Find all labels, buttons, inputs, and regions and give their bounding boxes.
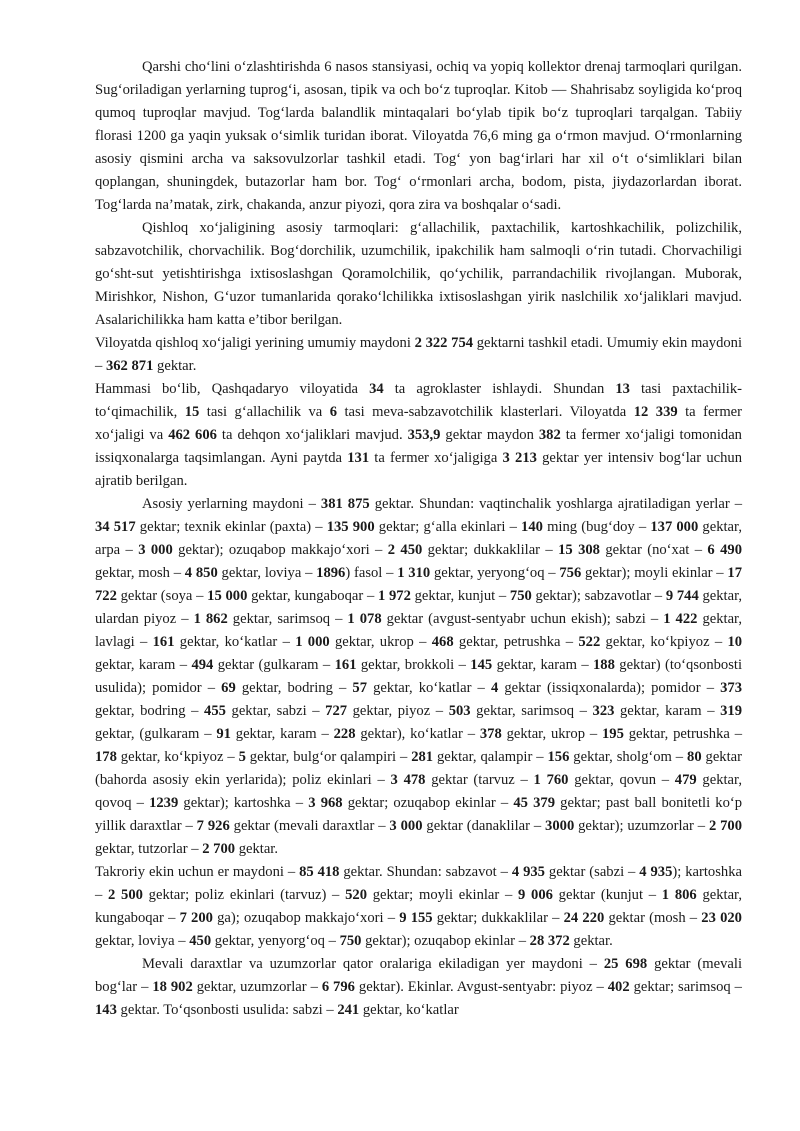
text-run: gektar, loviya – — [217, 565, 317, 581]
paragraph — [95, 493, 742, 861]
text-run: gektar; sarimsoq – — [629, 979, 742, 995]
bold-figure: 450 — [189, 933, 212, 949]
bold-figure: 241 — [337, 1002, 360, 1018]
text-run: gektar, ko‘katlar – — [174, 634, 296, 650]
bold-figure: 18 902 — [152, 979, 193, 995]
paragraph — [95, 332, 742, 378]
bold-figure: 520 — [345, 887, 367, 903]
text-run: gektar, ukrop – — [501, 726, 602, 742]
text-run: gektar, karam – — [614, 703, 721, 719]
text-run: gektar (mevali bog‘lar – — [95, 956, 742, 995]
text-run: Hammasi bo‘lib, Qashqadaryo viloyatida — [95, 381, 370, 397]
text-run: ta fermer xo‘jaligi va — [95, 404, 743, 443]
bold-figure: 1239 — [149, 795, 179, 811]
bold-figure: 15 000 — [207, 588, 248, 604]
text-run: gektar, (gulkaram – — [95, 726, 217, 742]
bold-figure: 4 935 — [511, 864, 545, 880]
text-run: ta fermer xo‘jaligi tomonidan issiqxonalarga taqsimlangan. Ayni paytda — [95, 427, 742, 466]
text-run: gektar (no‘xat – — [599, 542, 708, 558]
text-run: gektar (soya – — [116, 588, 208, 604]
bold-figure: 2 700 — [202, 841, 236, 857]
text-run: gektar, piyoz – — [347, 703, 449, 719]
bold-figure: 353,9 — [407, 427, 441, 443]
text-run: gektar, karam – — [95, 657, 192, 673]
bold-figure: 281 — [411, 749, 434, 765]
bold-figure: 2 500 — [108, 887, 143, 903]
text-run: ) fasol – — [345, 565, 398, 581]
text-run: gektar (mevali daraxtlar – — [229, 818, 390, 834]
text-run: gektar, petrushka – — [623, 726, 742, 742]
text-run: gektar, karam – — [230, 726, 334, 742]
bold-figure: 382 — [538, 427, 561, 443]
text-run: gektar); sabzavotlar – — [531, 588, 666, 604]
text-run: gektar, petrushka – — [453, 634, 579, 650]
bold-figure: 1 422 — [663, 611, 698, 627]
bold-figure: 1 310 — [397, 565, 431, 581]
bold-figure: 522 — [578, 634, 601, 650]
text-run: gektar. To‘qsonbosti usulida: sabzi – — [116, 1002, 338, 1018]
text-run: gektar; moyli ekinlar – — [366, 887, 519, 903]
text-run: gektar, sabzi – — [225, 703, 326, 719]
paragraph — [95, 861, 742, 953]
text-run: gektar (tarvuz – — [425, 772, 534, 788]
text-run: gektar, karam – — [492, 657, 593, 673]
text-run: gektar; dukkaklilar – — [432, 910, 564, 926]
bold-figure: 7 200 — [179, 910, 213, 926]
bold-figure: 10 — [727, 634, 743, 650]
bold-figure: 1896 — [316, 565, 346, 581]
bold-figure: 5 — [238, 749, 246, 765]
bold-figure: 756 — [559, 565, 582, 581]
bold-figure: 17 722 — [95, 565, 742, 604]
text-run: gektar, mosh – — [95, 565, 185, 581]
text-run: gektar (mosh – — [604, 910, 702, 926]
text-run: gektar (sabzi – — [544, 864, 640, 880]
bold-figure: 143 — [95, 1002, 117, 1018]
bold-figure: 2 450 — [387, 542, 423, 558]
bold-figure: 479 — [674, 772, 697, 788]
text-run: Qishloq xo‘jaligining asosiy tarmoqlari: g‘allachilik, paxtachilik, kartoshkachilik, polizchilik, sabzavotchilik, chorvachilik. Bog‘dorchilik, uzumchilik, ipakchilik ham salmoqli o‘rin tutadi. Chorvachiligi go‘sht-sut yetishtirishga ixtisoslashgan Qoramolchilik, qo‘ychilik, parrandachilik rivojlangan. Muborak, Mirishkor, Nishon, G‘uzor tumanlarida qorako‘lchilikka ixtisoslashgan yirik naslchilik xo‘jaliklari mavjud. Asalarichilikka ham katta e’tibor berilgan. — [95, 220, 742, 328]
paragraph — [95, 56, 742, 217]
text-run: gektar maydon — [440, 427, 539, 443]
text-run: gektar, ko‘katlar – — [367, 680, 491, 696]
text-run: gektar, ko‘kpiyoz – — [116, 749, 239, 765]
bold-figure: 156 — [547, 749, 570, 765]
paragraph — [95, 217, 742, 332]
bold-figure: 319 — [720, 703, 742, 719]
bold-figure: 91 — [216, 726, 231, 742]
bold-figure: 6 796 — [321, 979, 355, 995]
text-run: gektar), ko‘katlar – — [355, 726, 480, 742]
bold-figure: 188 — [593, 657, 615, 673]
bold-figure: 1 972 — [377, 588, 411, 604]
text-run: gektar, tutzorlar – — [95, 841, 203, 857]
text-run: gektar (issiqxonalarda); pomidor – — [498, 680, 721, 696]
bold-figure: 161 — [152, 634, 175, 650]
bold-figure: 402 — [607, 979, 630, 995]
text-run: gektar; texnik ekinlar (paxta) – — [135, 519, 327, 535]
bold-figure: 9 006 — [518, 887, 553, 903]
bold-figure: 2 700 — [708, 818, 743, 834]
text-run: gektar. — [235, 841, 279, 857]
text-run: gektar. — [153, 358, 197, 374]
bold-figure: 228 — [333, 726, 356, 742]
text-run: gektar, kungaboqar – — [247, 588, 378, 604]
text-run: gektarni tashkil etadi. Umumiy ekin maydoni – — [95, 335, 743, 374]
text-run: tasi g‘allachilik va — [199, 404, 330, 420]
text-run: gektar); ozuqabop ekinlar – — [361, 933, 530, 949]
text-run: gektar); uzumzorlar – — [574, 818, 709, 834]
text-run: gektar; past ball bonitetli ko‘p yillik daraxtlar – — [95, 795, 743, 834]
bold-figure: 3 000 — [138, 542, 173, 558]
text-run: gektar, ulardan piyoz – — [95, 588, 742, 627]
bold-figure: 6 490 — [707, 542, 742, 558]
text-run: gektar; dukkaklilar – — [422, 542, 559, 558]
bold-figure: 3000 — [545, 818, 575, 834]
bold-figure: 4 850 — [184, 565, 218, 581]
bold-figure: 6 — [329, 404, 337, 420]
text-run: ta dehqon xo‘jaliklari mavjud. — [216, 427, 408, 443]
bold-figure: 45 379 — [513, 795, 556, 811]
bold-figure: 323 — [592, 703, 615, 719]
bold-figure: 4 935 — [639, 864, 673, 880]
bold-figure: 7 926 — [196, 818, 230, 834]
bold-figure: 3 213 — [502, 450, 537, 466]
bold-figure: 12 339 — [633, 404, 678, 420]
bold-figure: 69 — [221, 680, 236, 696]
bold-figure: 3 000 — [389, 818, 423, 834]
bold-figure: 15 308 — [558, 542, 600, 558]
text-run: gektar, lavlagi – — [95, 611, 742, 650]
text-run: ga); ozuqabop makkajo‘xori – — [212, 910, 400, 926]
text-run: gektar) (to‘qsonbosti usulida); pomidor – — [95, 657, 742, 696]
bold-figure: 140 — [521, 519, 543, 535]
bold-figure: 455 — [204, 703, 226, 719]
bold-figure: 85 418 — [299, 864, 340, 880]
bold-figure: 23 020 — [701, 910, 742, 926]
text-run: gektar); kartoshka – — [178, 795, 309, 811]
text-run: gektar, uzumzorlar – — [192, 979, 322, 995]
text-run: ta fermer xo‘jaligiga — [369, 450, 503, 466]
bold-figure: 145 — [470, 657, 493, 673]
text-run: gektar, ukrop – — [329, 634, 432, 650]
text-run: ming (bug‘doy – — [542, 519, 651, 535]
bold-figure: 34 517 — [95, 519, 136, 535]
text-run: gektar, sholg‘om – — [569, 749, 688, 765]
text-run: gektar yer intensiv bog‘lar uchun ajratib berilgan. — [95, 450, 743, 489]
text-run: gektar, yeryong‘oq – — [430, 565, 560, 581]
text-run: gektar (danaklilar – — [422, 818, 546, 834]
bold-figure: 24 220 — [563, 910, 605, 926]
bold-figure: 1 760 — [533, 772, 569, 788]
text-run: gektar (gulkaram – — [213, 657, 335, 673]
text-run: gektar (avgust-sentyabr uchun ekish); sabzi – — [381, 611, 664, 627]
text-run: gektar). Ekinlar. Avgust-sentyabr: piyoz – — [354, 979, 608, 995]
bold-figure: 750 — [339, 933, 362, 949]
bold-figure: 135 900 — [326, 519, 375, 535]
text-run: gektar, brokkoli – — [356, 657, 471, 673]
bold-figure: 13 — [615, 381, 630, 397]
bold-figure: 57 — [352, 680, 368, 696]
bold-figure: 503 — [448, 703, 471, 719]
text-run: gektar, loviya – — [95, 933, 190, 949]
text-run: gektar; g‘alla ekinlari – — [374, 519, 522, 535]
bold-figure: 80 — [687, 749, 702, 765]
paragraph — [95, 378, 742, 493]
bold-figure: 468 — [431, 634, 454, 650]
bold-figure: 137 000 — [650, 519, 699, 535]
text-run: gektar, ko‘kpiyoz – — [600, 634, 728, 650]
text-run: gektar, yenyorg‘oq – — [211, 933, 340, 949]
text-run: Viloyatda qishloq xo‘jaligi yerining umumiy maydoni — [95, 335, 415, 351]
text-run: gektar (kunjut – — [552, 887, 662, 903]
text-run: gektar; poliz ekinlari (tarvuz) – — [142, 887, 346, 903]
bold-figure: 28 372 — [529, 933, 570, 949]
bold-figure: 494 — [191, 657, 214, 673]
text-run: gektar, sarimsoq – — [227, 611, 348, 627]
bold-figure: 362 871 — [105, 358, 154, 374]
text-run: gektar); ozuqabop makkajo‘xori – — [172, 542, 388, 558]
text-run: gektar, bodring – — [235, 680, 353, 696]
text-run: Takroriy ekin uchun er maydoni – — [95, 864, 300, 880]
text-run: gektar, bulg‘or qalampiri – — [245, 749, 412, 765]
text-run: gektar, sarimsoq – — [470, 703, 593, 719]
text-run: ta agroklaster ishlaydi. Shundan — [383, 381, 616, 397]
text-run: gektar, kunjut – — [410, 588, 510, 604]
bold-figure: 3 478 — [390, 772, 426, 788]
bold-figure: 750 — [509, 588, 532, 604]
text-run: gektar, qovoq – — [95, 772, 742, 811]
text-run: gektar); moyli ekinlar – — [581, 565, 728, 581]
bold-figure: 9 155 — [399, 910, 433, 926]
bold-figure: 373 — [720, 680, 742, 696]
bold-figure: 131 — [347, 450, 370, 466]
bold-figure: 161 — [334, 657, 357, 673]
text-run: Asosiy yerlarning maydoni – — [142, 496, 321, 512]
bold-figure: 1 000 — [295, 634, 330, 650]
bold-figure: 381 875 — [320, 496, 370, 512]
paragraph — [95, 953, 742, 1022]
text-run: tasi paxtachilik-to‘qimachilik, — [95, 381, 743, 420]
text-run: gektar. Shundan: vaqtinchalik yoshlarga ajratiladigan yerlar – — [369, 496, 742, 512]
text-run: Mevali daraxtlar va uzumzorlar qator oralariga ekiladigan yer maydoni – — [142, 956, 604, 972]
bold-figure: 9 744 — [665, 588, 699, 604]
text-run: gektar, kungaboqar – — [95, 887, 742, 926]
bold-figure: 462 606 — [168, 427, 217, 443]
text-run: ); kartoshka – — [95, 864, 742, 903]
bold-figure: 25 698 — [603, 956, 648, 972]
bold-figure: 1 862 — [193, 611, 228, 627]
text-run: Qarshi cho‘lini o‘zlashtirishda 6 nasos stansiyasi, ochiq va yopiq kollektor drenaj tarmoqlari qurilgan. Sug‘oriladigan yerlarning tuprog‘i, asosan, tipik va och bo‘z tuproqlar. Kitob — Shahrisabz soyligida ko‘proq qumoq tuproqlar mavjud. Tog‘larda balandlik mintaqalari bo‘ylab tipik bo‘z tuproqlari tarqalgan. Tabiiy florasi 1200 ga yaqin yuksak o‘simlik turidan iborat. Viloyatda 76,6 ming ga o‘rmon mavjud. O‘rmonlarning asosiy qismini archa va saksovulzorlar tashkil etadi. Tog‘ yon bag‘irlari har xil o‘t o‘simliklari bilan qoplangan, shuningdek, butazorlar ham bor. Tog‘ o‘rmonlari archa, bodom, pista, jiydazorlardan iborat. Tog‘larda na’matak, zirk, chakanda, anzur piyozi, qora zira va boshqalar o‘sadi. — [95, 59, 742, 213]
text-run: gektar, ko‘katlar — [359, 1002, 459, 1018]
bold-figure: 1 806 — [661, 887, 697, 903]
text-run: gektar, qalampir – — [433, 749, 548, 765]
text-run: gektar. — [569, 933, 613, 949]
bold-figure: 4 — [490, 680, 499, 696]
text-run: tasi meva-sabzavotchilik klasterlari. Viloyatda — [336, 404, 634, 420]
bold-figure: 1 078 — [347, 611, 382, 627]
text-run: gektar, qovun – — [568, 772, 675, 788]
bold-figure: 15 — [184, 404, 200, 420]
text-run: gektar, bodring – — [95, 703, 205, 719]
bold-figure: 2 322 754 — [414, 335, 474, 351]
bold-figure: 34 — [369, 381, 384, 397]
document-page — [95, 56, 742, 1022]
text-run: gektar; ozuqabop ekinlar – — [342, 795, 514, 811]
bold-figure: 727 — [325, 703, 348, 719]
bold-figure: 3 968 — [308, 795, 343, 811]
text-run: gektar, arpa – — [95, 519, 742, 558]
bold-figure: 378 — [479, 726, 502, 742]
text-run: gektar. Shundan: sabzavot – — [339, 864, 512, 880]
bold-figure: 195 — [602, 726, 624, 742]
bold-figure: 178 — [95, 749, 117, 765]
text-run: gektar (bahorda asosiy ekin yerlarida); poliz ekinlari – — [95, 749, 742, 788]
